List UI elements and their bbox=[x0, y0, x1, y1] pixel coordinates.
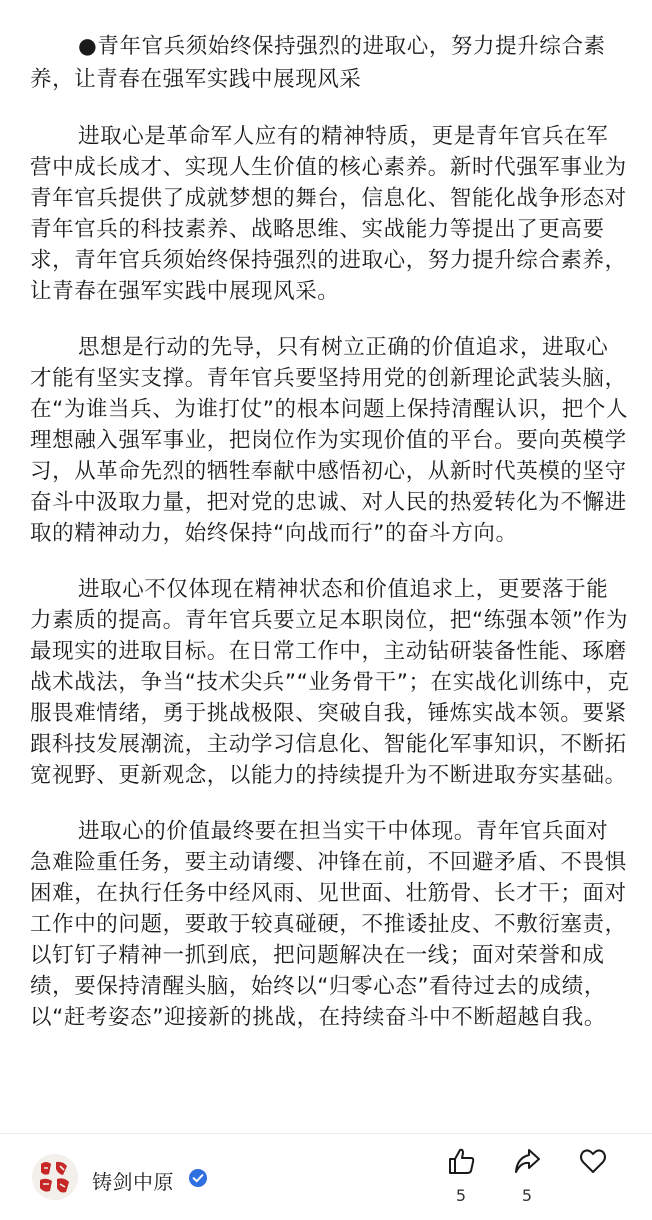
article-paragraph-2: 思想是行动的先导，只有树立正确的价值追求，进取心才能有坚实支撑。青年官兵要坚持用党的创新理论武装头脑，在“为谁当兵、为谁打仗”的根本问题上保持清醒认识，把个人理想融入强军事业，把岗位作为实现价值的平台。要向英模学习，从革命先烈的牺牲奉献中感悟初心，从新时代英模的坚守奋斗中汲取力量，把对党的忠诚、对人民的热爱转化为不懈进取的精神动力，始终保持“向战而行”的奋斗方向。 bbox=[30, 335, 629, 546]
author-name[interactable]: 铸剑中原 bbox=[92, 1170, 174, 1194]
avatar[interactable] bbox=[32, 1154, 78, 1200]
favorite-button[interactable] bbox=[571, 1146, 615, 1176]
thumbs-up-icon bbox=[446, 1146, 476, 1176]
like-button[interactable] bbox=[439, 1146, 483, 1205]
calligraphy-logo-icon bbox=[32, 1154, 78, 1200]
article-paragraph-4: 进取心的价值最终要在担当实干中体现。青年官兵面对急难险重任务，要主动请缨、冲锋在前，不回避矛盾、不畏惧困难，在执行任务中经风雨、见世面、壮筋骨、长才干；面对工作中的问题，要敢于较真碰硬，不推诿扯皮、不敷衍塞责，以钉钉子精神一抓到底，把问题解决在一线；面对荣誉和成绩，要保持清醒头脑，始终以“归零心态”看待过去的成绩，以“赶考姿态”迎接新的挑战，在持续奋斗中不断超越自我。 bbox=[30, 819, 627, 1030]
like-count: 5 bbox=[455, 1186, 467, 1205]
article-headline: ●青年官兵须始终保持强烈的进取心，努力提升综合素养，让青春在强军实践中展现风采 bbox=[30, 34, 606, 92]
article-paragraph-3: 进取心不仅体现在精神状态和价值追求上，更要落于能力素质的提高。青年官兵要立足本职岗位，把“练强本领”作为最现实的进取目标。在日常工作中，主动钻研装备性能、琢磨战术战法，争当“技术尖兵”“业务骨干”；在实战化训练中，克服畏难情绪，勇于挑战极限、突破自我，锤炼实战本领。要紧跟科技发展潮流，主动学习信息化、智能化军事知识，不断拓宽视野、更新观念，以能力的持续提升为不断进取夯实基础。 bbox=[30, 577, 630, 788]
verified-badge-icon bbox=[188, 1168, 208, 1188]
share-button[interactable] bbox=[505, 1146, 549, 1205]
heart-icon bbox=[578, 1146, 608, 1176]
article-paragraph-1: 进取心是革命军人应有的精神特质，更是青年官兵在军营中成长成才、实现人生价值的核心素养。新时代强军事业为青年官兵提供了成就梦想的舞台，信息化、智能化战争形态对青年官兵的科技素养、战略思维、实战能力等提出了更高要求，青年官兵须始终保持强烈的进取心，努力提升综合素养，让青春在强军实践中展现风采。 bbox=[30, 124, 627, 304]
article-body bbox=[30, 30, 630, 1033]
share-icon bbox=[512, 1146, 542, 1176]
share-count: 5 bbox=[521, 1186, 533, 1205]
post-action-bar bbox=[0, 1133, 652, 1220]
